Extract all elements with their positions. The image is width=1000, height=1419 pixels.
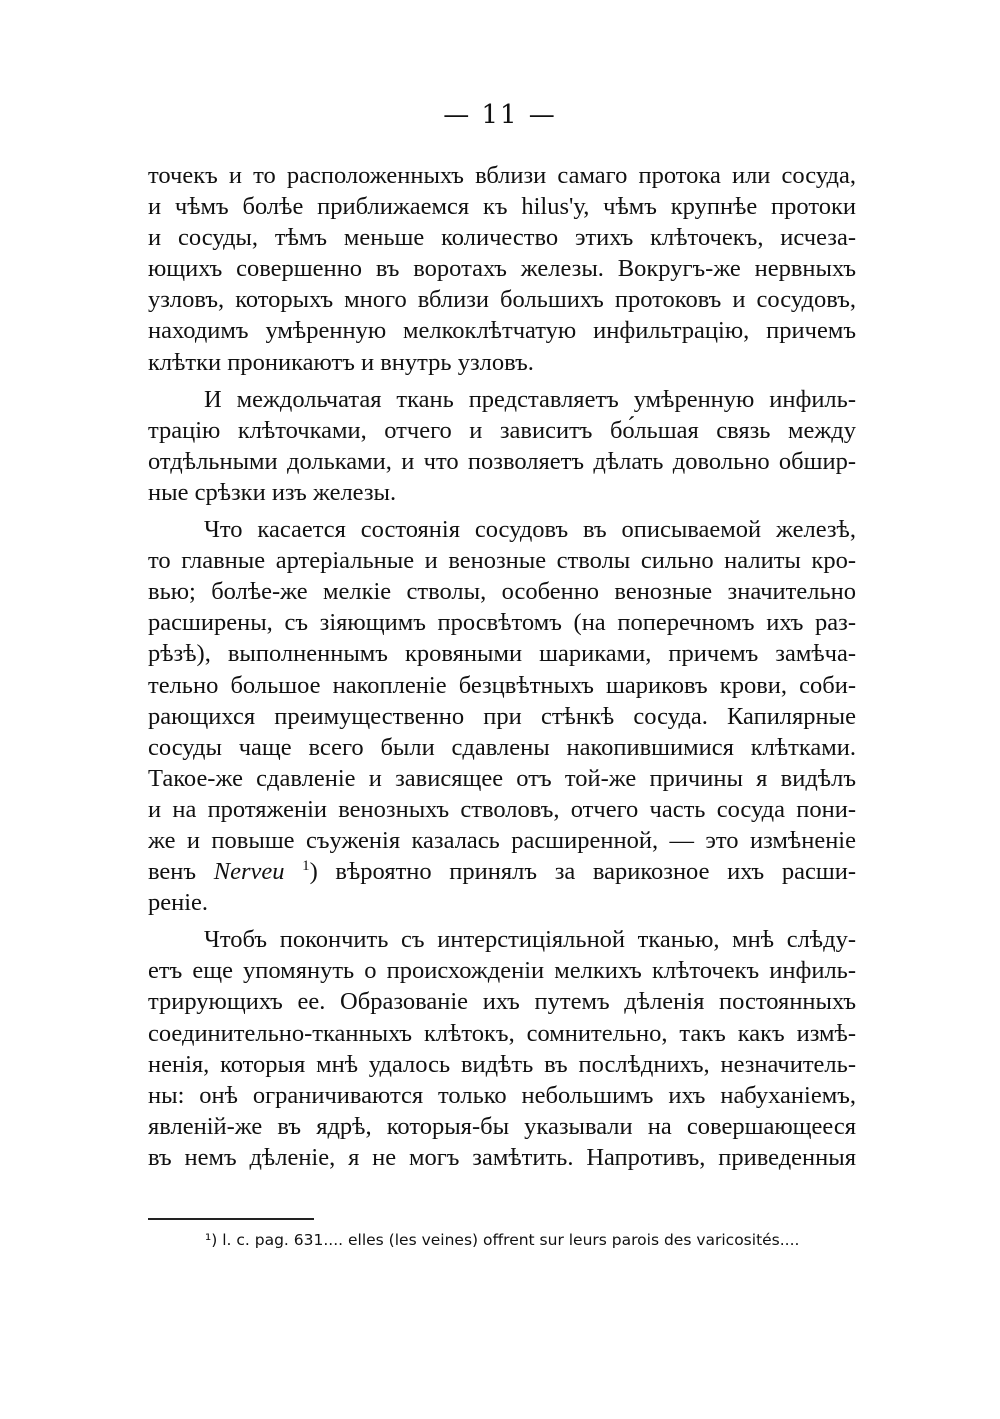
text-line: и на протяженіи венозныхъ стволовъ, отчего часть сосуда пони- xyxy=(148,795,856,823)
text-line: реніе. xyxy=(148,889,209,917)
text-line: соединительно-тканныхъ клѣтокъ, сомнительно, такъ какъ измѣ- xyxy=(148,1019,856,1047)
text-line: етъ еще упомянуть о происхожденіи мелкихъ клѣточекъ инфиль- xyxy=(148,957,856,985)
text-line: тельно большое накопленіе безцвѣтныхъ шариковъ крови, соби- xyxy=(148,671,856,699)
text-line: сосуды чаще всего были сдавлены накопившимися клѣтками. xyxy=(148,733,856,761)
text-line: точекъ и то расположенныхъ вблизи самаго протока или сосуда, xyxy=(148,162,856,189)
text-line: трацію клѣточками, отчего и зависитъ бо́льшая связь между xyxy=(148,416,856,444)
footnote-reference: 1 xyxy=(302,857,310,874)
paragraph-1 xyxy=(148,160,856,378)
text-line: то главные артеріальные и венозные стволы сильно налиты кро- xyxy=(148,547,856,575)
text-line: въ немъ дѣленіе, я не могъ замѣтить. Напротивъ, приведенныя xyxy=(148,1143,856,1171)
text-line: находимъ умѣренную мелкоклѣтчатую инфильтрацію, причемъ xyxy=(148,317,856,345)
text-line: отдѣльными дольками, и что позволяетъ дѣлать довольно обшир- xyxy=(148,447,856,475)
text-line: узловъ, которыхъ много вблизи большихъ протоковъ и сосудовъ, xyxy=(148,286,856,314)
text-line: Что касается состоянія сосудовъ въ описываемой железѣ, xyxy=(204,516,856,544)
text-line: рающихся преимущественно при стѣнкѣ сосуда. Капилярные xyxy=(148,702,856,730)
paragraph-4 xyxy=(148,924,856,1173)
paragraph-3 xyxy=(148,514,856,918)
body-text xyxy=(148,160,856,1173)
text-line: трирующихъ ее. Образованіе ихъ путемъ дѣленія постоянныхъ xyxy=(148,988,856,1016)
text-line: расширены, съ зіяющимъ просвѣтомъ (на поперечномъ ихъ раз- xyxy=(148,609,856,637)
text-line-citation xyxy=(148,856,856,887)
text-line: и сосуды, тѣмъ меньше количество этихъ клѣточекъ, исчеза- xyxy=(148,224,856,252)
footnote xyxy=(205,1231,865,1249)
text-line: И междольчатая ткань представляетъ умѣренную инфиль- xyxy=(204,385,856,413)
text-line: Такое-же сдавленіе и зависящее отъ той-же причины я видѣлъ xyxy=(148,764,856,792)
footnote-mark: ¹) xyxy=(205,1231,218,1249)
text-fragment: венъ xyxy=(148,858,197,886)
text-line: рѣзѣ), выполненнымъ кровяными шариками, причемъ замѣча- xyxy=(148,640,856,668)
text-line: явленій-же въ ядрѣ, которыя-бы указывали на совершающееся xyxy=(148,1112,856,1140)
author-name: Nerveu xyxy=(213,858,285,886)
text-line: же и повыше съуженія казалась расширенной, — это измѣненіе xyxy=(148,826,856,854)
text-line: ющихъ совершенно въ воротахъ железы. Вокругъ-же нервныхъ xyxy=(148,255,856,283)
text-line: ненія, которыя мнѣ удалось видѣть въ послѣднихъ, незначитель- xyxy=(148,1050,856,1078)
footnote-text: l. c. pag. 631.... elles (les veines) offrent sur leurs parois des varicosités.... xyxy=(222,1231,800,1249)
text-fragment: ) вѣроятно принялъ за варикозное ихъ расши- xyxy=(309,858,856,886)
text-line: вью; болѣе-же мелкіе стволы, особенно венозные значительно xyxy=(148,578,856,606)
footnote-divider xyxy=(148,1218,314,1220)
text-line: ны: онѣ ограничиваются только небольшимъ ихъ набуханіемъ, xyxy=(148,1081,856,1109)
page-number: — 11 — xyxy=(443,100,557,130)
text-line: и чѣмъ болѣе приближаемся къ hilus'у, чѣмъ крупнѣе протоки xyxy=(148,193,856,221)
text-line: клѣтки проникаютъ и внутрь узловъ. xyxy=(148,348,534,376)
paragraph-2 xyxy=(148,384,856,508)
text-line: ные срѣзки изъ железы. xyxy=(148,478,397,506)
text-line: Чтобъ покончить съ интерстиціяльной тканью, мнѣ слѣду- xyxy=(204,926,856,954)
